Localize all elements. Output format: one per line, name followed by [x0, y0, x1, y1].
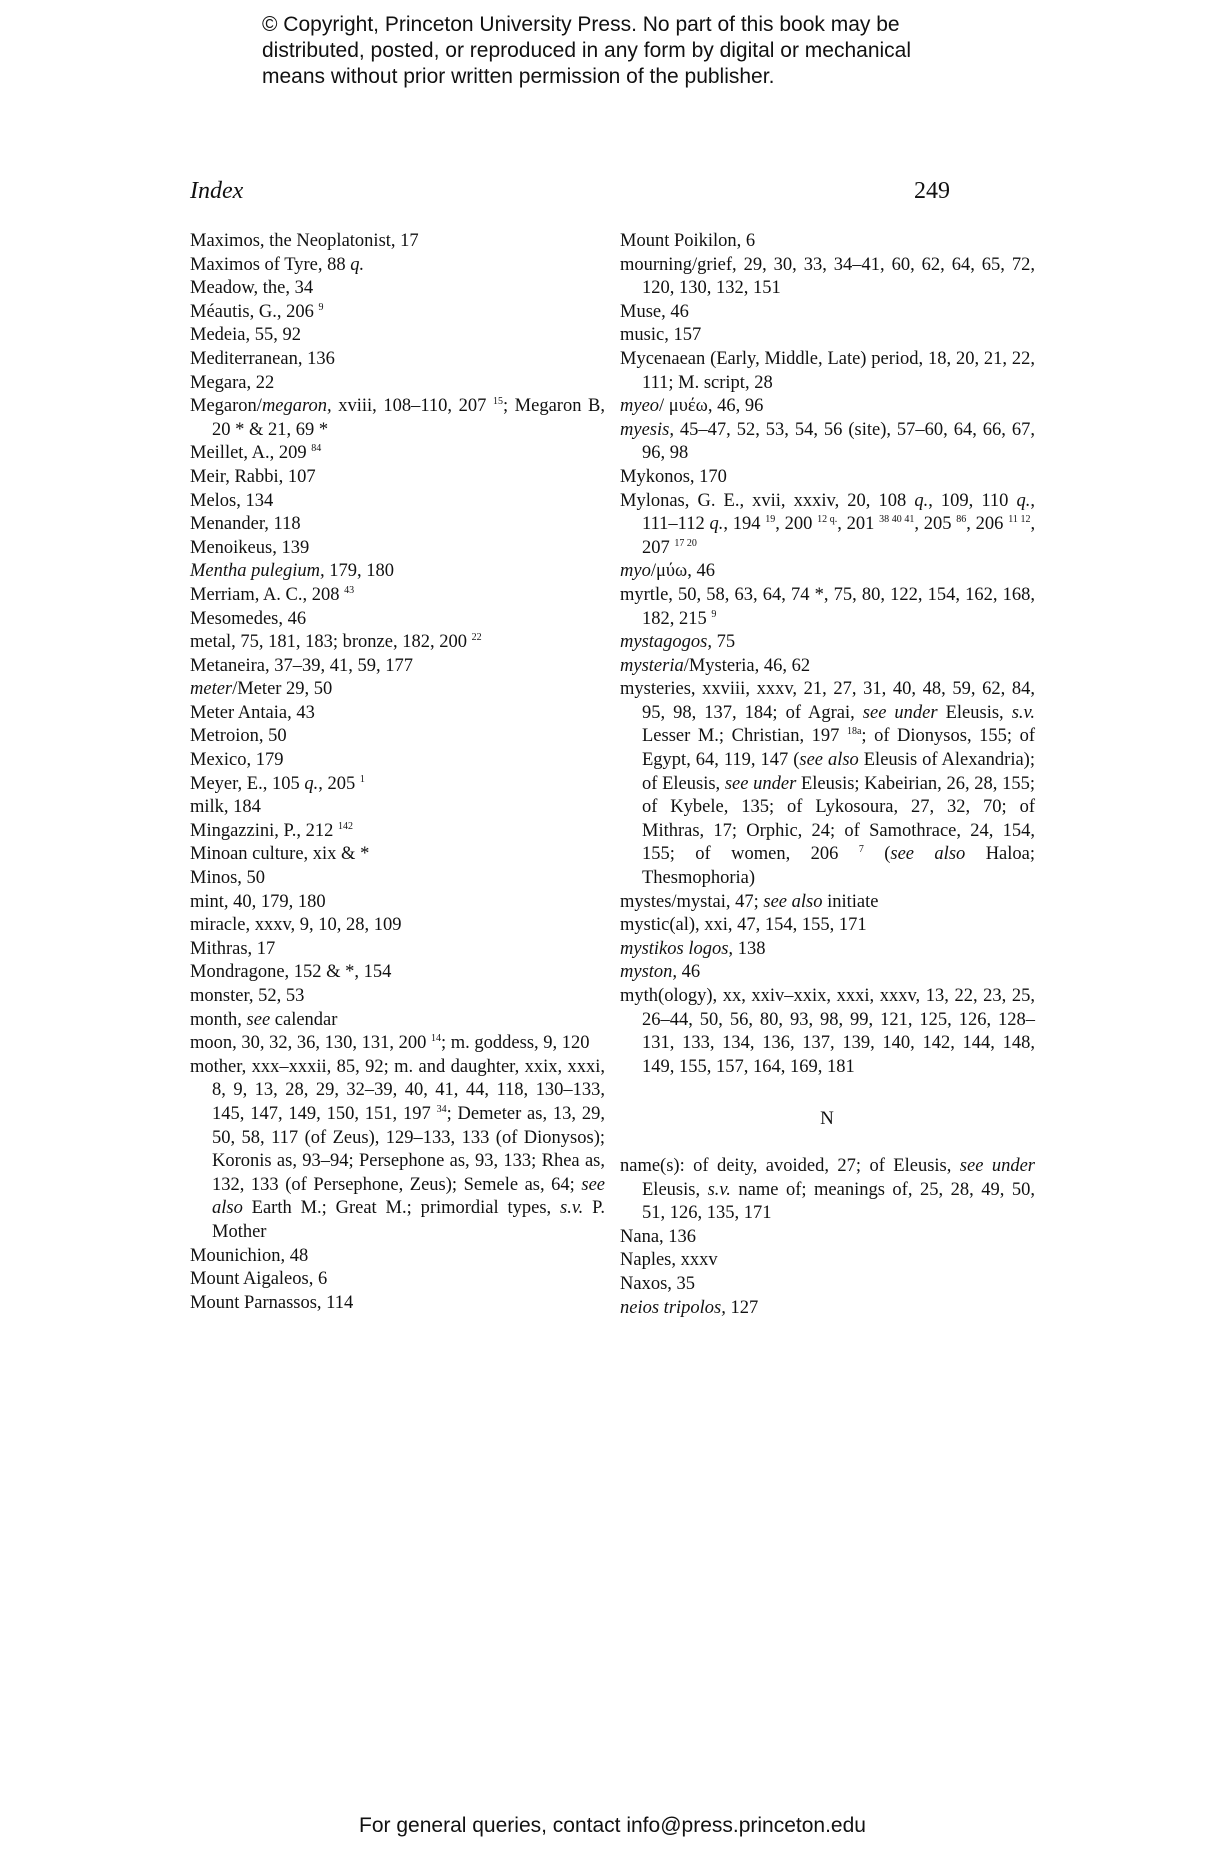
page-number: 249	[914, 178, 950, 204]
index-entry: Maximos of Tyre, 88 q.	[190, 254, 365, 275]
index-entry: mystikos logos, 138	[620, 938, 766, 959]
index-entry: Muse, 46	[620, 301, 689, 322]
index-entry: metal, 75, 181, 183; bronze, 182, 200 $^{22}$	[190, 631, 482, 653]
copyright-line-3: means without prior written permission of the publisher.	[262, 65, 775, 88]
index-entry: Mylonas, G. E., xvii, xxxiv, 20, 108 q., 109, 110 q., 111–112 q., 194 $^{19}$, 200 $^{12 q.}$, 201 $^{38 40 41}$, 205 $^{86}$, 206 $^{11 12}$, 207 $^{17 20}$	[620, 490, 1036, 558]
index-entry: myston, 46	[620, 962, 701, 983]
index-entry: Mount Parnassos, 114	[190, 1292, 354, 1313]
index-entry: mysteries, xxviii, xxxv, 21, 27, 31, 40, 48, 59, 62, 84, 95, 98, 137, 184; of Agrai, see under Eleusis, s.v. Lesser M.; Christian, 197 $^{18a}$; of Dionysos, 155; of Egypt, 64, 119, 147 (see also Eleusis of Alexandria); of Eleusis, see under Eleusis; Kabeirian, 26, 28, 155; of Kybele, 135; of Lykosoura, 27, 32, 70; of Mithras, 17; Orphic, 24; of Samothrace, 24, 154, 155; of women, 206 $^7$ (see also Haloa; Thesmophoria)	[620, 679, 1036, 889]
index-entry: Menander, 118	[190, 514, 301, 535]
copyright-line-2: distributed, posted, or reproduced in any form by digital or mechanical	[262, 39, 912, 62]
index-entry: Naxos, 35	[620, 1273, 696, 1294]
index-column-left	[190, 230, 605, 1315]
index-entry: Mycenaean (Early, Middle, Late) period, 18, 20, 21, 22, 111; M. script, 28	[620, 348, 1035, 393]
index-entry: Mingazzini, P., 212 $^{142}$	[190, 820, 353, 841]
index-entry: Meyer, E., 105 q., 205 $^1$	[190, 773, 365, 794]
index-entry: Mexico, 179	[190, 750, 284, 771]
index-entry: Maximos, the Neoplatonist, 17	[190, 231, 419, 251]
index-entry: Menoikeus, 139	[190, 537, 310, 558]
index-entry: name(s): of deity, avoided, 27; of Eleusis, see under Eleusis, s.v. name of; meanings of, 25, 28, 49, 50, 51, 126, 135, 171	[620, 1155, 1035, 1224]
index-entry: Mykonos, 170	[620, 466, 727, 487]
index-entry: miracle, xxxv, 9, 10, 28, 109	[190, 915, 402, 936]
index-entry: Melos, 134	[190, 490, 274, 511]
index-entry: Mesomedes, 46	[190, 608, 307, 629]
index-section-n	[620, 1155, 1035, 1320]
index-entry: mother, xxx–xxxii, 85, 92; m. and daughter, xxix, xxxi, 8, 9, 13, 28, 29, 32–39, 40, 41, 44, 118, 130–133, 145, 147, 149, 150, 151, 197 $^{34}$; Demeter as, 13, 29, 50, 58, 117 (of Zeus), 129–133, 133 (of Dionysos); Koronis as, 93–94; Persephone as, 93, 133; Rhea as, 132, 133 (of Persephone, Zeus); Semele as, 64; see also Earth M.; Great M.; primordial types, s.v. P. Mother	[190, 1056, 605, 1242]
index-entry: myo/μύω, 46	[620, 561, 715, 582]
index-entry: moon, 30, 32, 36, 130, 131, 200 $^{14}$; m. goddess, 9, 120	[190, 1033, 590, 1054]
index-entry: Mediterranean, 136	[190, 348, 335, 369]
index-entry: mystes/mystai, 47; see also initiate	[620, 891, 879, 912]
index-entry: Naples, xxxv	[620, 1250, 718, 1271]
index-entry: Mondragone, 152 & *, 154	[190, 962, 392, 983]
index-entry: mint, 40, 179, 180	[190, 891, 326, 912]
index-entry: Meir, Rabbi, 107	[190, 466, 316, 487]
index-entry: mystic(al), xxi, 47, 154, 155, 171	[620, 915, 867, 936]
index-section-m	[620, 230, 1035, 1079]
index-entry: Meadow, the, 34	[190, 278, 314, 299]
index-entry: Minoan culture, xix & *	[190, 844, 370, 865]
index-entry: mysteria/Mysteria, 46, 62	[620, 655, 811, 676]
index-entry: myrtle, 50, 58, 63, 64, 74 *, 75, 80, 122, 154, 162, 168, 182, 215 $^9$	[620, 584, 1035, 629]
running-head	[190, 178, 950, 208]
index-entry: Minos, 50	[190, 868, 266, 889]
index-entry: Méautis, G., 206 $^9$	[190, 301, 324, 322]
index-entry: Meter Antaia, 43	[190, 702, 315, 723]
index-entry: monster, 52, 53	[190, 986, 305, 1006]
index-entry: mystagogos, 75	[620, 632, 736, 653]
index-entry: Mithras, 17	[190, 938, 276, 959]
index-entry: Merriam, A. C., 208 $^{43}$	[190, 584, 355, 605]
copyright-notice	[262, 12, 1022, 90]
index-column-right	[620, 230, 1035, 1320]
footer-contact: For general queries, contact info@press.princeton.edu	[359, 1814, 866, 1837]
index-entry: milk, 184	[190, 797, 261, 818]
index-entry: myesis, 45–47, 52, 53, 54, 56 (site), 57–60, 64, 66, 67, 96, 98	[620, 419, 1035, 464]
index-entry: Medeia, 55, 92	[190, 325, 301, 346]
index-entry: music, 157	[620, 325, 702, 346]
index-entry: mourning/grief, 29, 30, 33, 34–41, 60, 62, 64, 65, 72, 120, 130, 132, 151	[620, 254, 1035, 299]
index-entry: meter/Meter 29, 50	[190, 679, 333, 700]
index-entry: month, see calendar	[190, 1009, 338, 1030]
index-entry: Meillet, A., 209 $^{84}$	[190, 443, 322, 464]
copyright-line-1: © Copyright, Princeton University Press. No part of this book may be	[262, 13, 900, 36]
section-letter-n: N	[820, 1108, 835, 1130]
index-entry: Mounichion, 48	[190, 1245, 309, 1266]
index-entry: neios tripolos, 127	[620, 1297, 759, 1318]
index-entry: myth(ology), xx, xxiv–xxix, xxxi, xxxv, 13, 22, 23, 25, 26–44, 50, 56, 80, 93, 98, 99, 121, 125, 126, 128–131, 133, 134, 136, 137, 139, 140, 142, 144, 148, 149, 155, 157, 164, 169, 181	[620, 986, 1035, 1077]
index-entry: Megara, 22	[190, 372, 275, 393]
index-entry: Megaron/megaron, xviii, 108–110, 207 $^{15}$; Megaron B, 20 * & 21, 69 *	[190, 396, 605, 440]
index-entry: Mount Aigaleos, 6	[190, 1269, 328, 1290]
index-entry: Metaneira, 37–39, 41, 59, 177	[190, 655, 413, 676]
index-entry: Nana, 136	[620, 1226, 697, 1247]
page-title: Index	[190, 178, 244, 204]
index-entry: Metroion, 50	[190, 726, 287, 747]
index-entry: myeo/ μυέω, 46, 96	[620, 396, 764, 417]
index-entry: Mentha pulegium, 179, 180	[190, 561, 394, 582]
index-entry: Mount Poikilon, 6	[620, 231, 756, 251]
